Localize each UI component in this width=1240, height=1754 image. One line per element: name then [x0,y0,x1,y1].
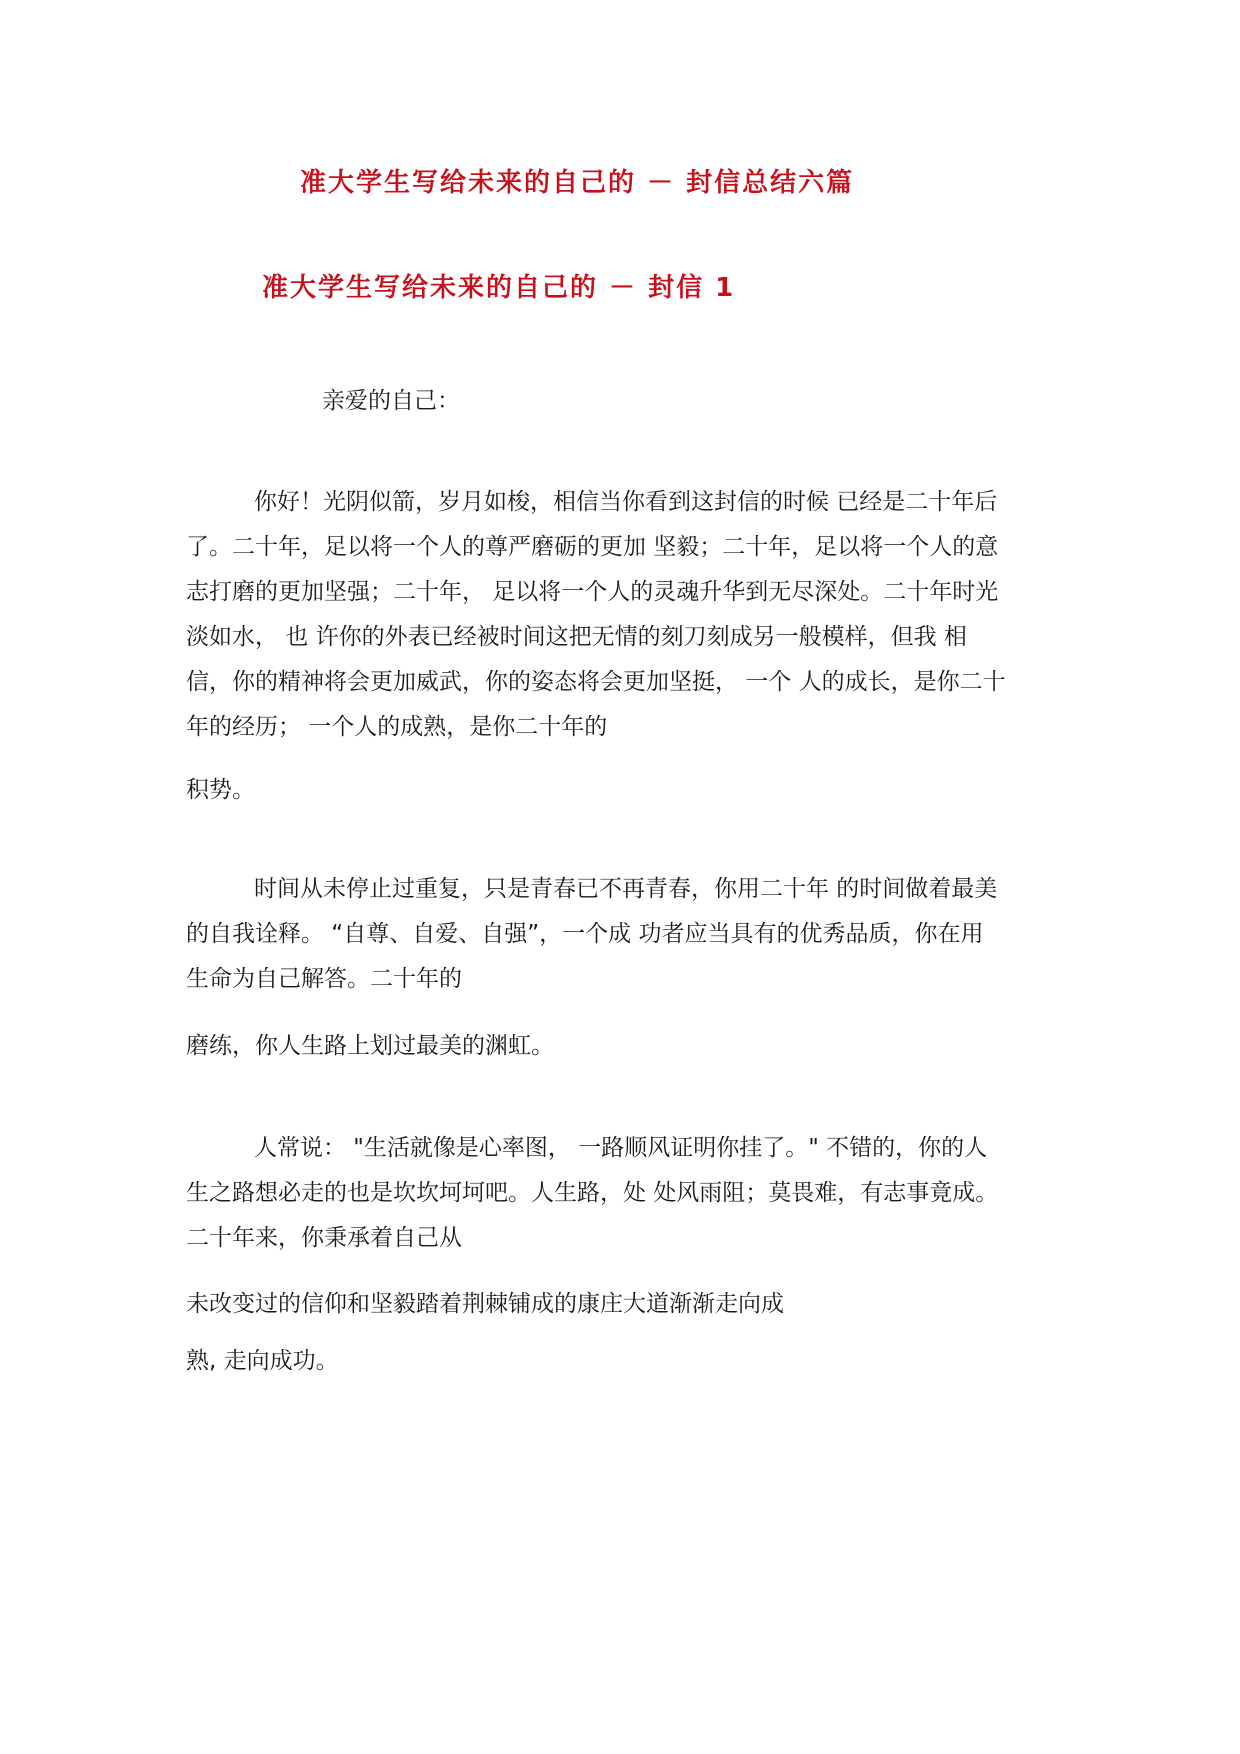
paragraph-line: 未改变过的信仰和坚毅踏着荆棘铺成的康庄大道渐渐走向成 [186,1291,784,1317]
paragraph-1-tail [186,768,1066,813]
paragraph-2-tail [186,1024,1066,1069]
paragraph-line: 生之路想必走的也是坎坎坷坷吧。人生路，处 处风雨阻；莫畏难，有志事竟成。 [186,1180,999,1206]
paragraph-3 [186,1126,1066,1261]
paragraph-line: 了。二十年，足以将一个人的尊严磨砺的更加 坚毅；二十年，足以将一个人的意 [186,534,999,560]
document-sub-title: 准大学生写给未来的自己的 － 封信 1 [262,273,736,303]
paragraph-line: 积势。 [186,777,255,803]
paragraph-3-tail-2 [186,1339,1066,1384]
paragraph-line: 磨练，你人生路上划过最美的渊虹。 [186,1033,554,1059]
paragraph-line: 人常说： "生活就像是心率图， 一路顺风证明你挂了。" 不错的，你的人 [254,1135,988,1161]
paragraph-line: 淡如水， 也 许你的外表已经被时间这把无情的刻刀刻成另一般模样，但我 相 [186,624,967,650]
letter-salutation: 亲爱的自己： [322,388,460,414]
paragraph-line: 二十年来，你秉承着自己从 [186,1225,462,1251]
paragraph-line: 志打磨的更加坚强；二十年， 足以将一个人的灵魂升华到无尽深处。二十年时光 [186,579,999,605]
paragraph-line: 时间从未停止过重复，只是青春已不再青春，你用二十年 的时间做着最美 [254,876,998,902]
paragraph-line: 年的经历； 一个人的成熟，是你二十年的 [186,714,608,740]
paragraph-line: 你好！光阴似箭，岁月如梭，相信当你看到这封信的时候 已经是二十年后 [254,489,998,515]
paragraph-1 [186,480,1066,750]
paragraph-line: 熟, 走向成功。 [186,1348,339,1374]
paragraph-2 [186,867,1066,1002]
document-main-title: 准大学生写给未来的自己的 － 封信总结六篇 [300,168,855,198]
paragraph-3-tail [186,1282,1066,1327]
paragraph-line: 信，你的精神将会更加威武，你的姿态将会更加坚挺， 一个 人的成长，是你二十 [186,669,1006,695]
paragraph-line: 的自我诠释。 “自尊、自爱、自强”，一个成 功者应当具有的优秀品质，你在用 [186,921,984,947]
paragraph-line: 生命为自己解答。二十年的 [186,966,462,992]
